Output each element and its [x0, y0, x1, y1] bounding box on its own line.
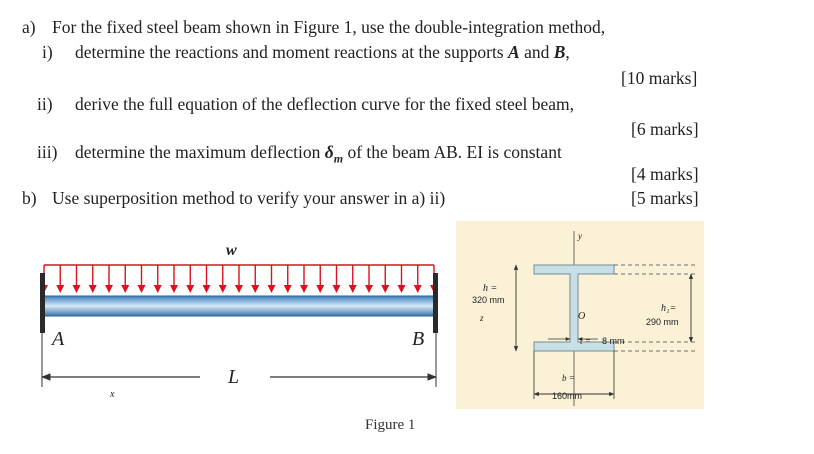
h1-value: 290 mm [646, 317, 679, 327]
load-arrow-head [268, 285, 276, 293]
part-b-text: Use superposition method to verify your answer in a) ii) [52, 188, 446, 208]
load-arrow-head [316, 285, 324, 293]
part-i-label: i) [42, 42, 53, 62]
load-arrow-head [219, 285, 227, 293]
part-a-label: a) [22, 17, 36, 37]
load-arrow-head [300, 285, 308, 293]
distributed-load-arrows [40, 265, 438, 293]
beam-figure [30, 235, 450, 454]
part-iii-text [75, 144, 562, 165]
load-arrow-head [121, 285, 129, 293]
part-iii-text-main: determine the maximum deflection [75, 142, 321, 162]
z-axis-label: z [480, 313, 484, 323]
support-a-label: A [52, 328, 65, 350]
part-b-label: b) [22, 188, 37, 208]
support-b-label: B [412, 328, 425, 350]
load-arrow-head [170, 285, 178, 293]
load-arrow-head [89, 285, 97, 293]
part-iii-label: iii) [37, 142, 58, 162]
beam-body [42, 296, 436, 316]
t-value: 8 mm [602, 336, 625, 346]
part-i-and: and [524, 42, 550, 62]
h-value: 320 mm [472, 295, 505, 305]
load-arrow-head [154, 285, 162, 293]
load-arrow-head [138, 285, 146, 293]
part-i-marks: [10 marks] [621, 68, 698, 88]
y-axis-label: y [578, 231, 582, 241]
load-arrow-head [235, 285, 243, 293]
support-b-ref: B [553, 42, 566, 62]
load-arrow-head [251, 285, 259, 293]
load-arrow-head [186, 285, 194, 293]
part-i-text-main: determine the reactions and moment reactions at the supports [75, 42, 504, 62]
load-arrow-head [73, 285, 81, 293]
part-b-marks: [5 marks] [631, 188, 699, 208]
load-arrow-head [414, 285, 422, 293]
b-value: 160mm [552, 391, 583, 401]
h-label: h = [483, 283, 498, 294]
origin-label: O [578, 311, 586, 322]
h1-label: h₁= [661, 303, 677, 314]
delta-symbol: δ [324, 142, 334, 162]
support-a-ref: A [508, 42, 520, 62]
part-i-comma: , [565, 42, 570, 62]
fixed-support-a [40, 273, 45, 333]
part-ii-label: ii) [37, 94, 53, 114]
load-arrow-head [349, 285, 357, 293]
x-axis-label: x [110, 389, 115, 400]
load-arrow-head [56, 285, 64, 293]
t-label: t = [580, 336, 591, 346]
load-arrow-head [333, 285, 341, 293]
load-label: w [226, 242, 237, 259]
part-iii-text-end: of the beam AB. EI is constant [347, 142, 562, 162]
load-arrow-head [381, 285, 389, 293]
part-ii-marks: [6 marks] [631, 119, 699, 139]
part-iii-marks: [4 marks] [631, 164, 699, 184]
length-label: L [228, 366, 240, 388]
part-a-text: For the fixed steel beam shown in Figure 1, use the double-integration method, [52, 17, 606, 37]
load-arrow-head [284, 285, 292, 293]
load-arrow-head [105, 285, 113, 293]
load-arrow-head [203, 285, 211, 293]
load-arrow-head [365, 285, 373, 293]
fixed-support-b [433, 273, 438, 333]
b-label: b = [562, 373, 575, 383]
part-ii-text: derive the full equation of the deflection curve for the fixed steel beam, [75, 94, 575, 114]
figure-caption: Figure 1 [365, 417, 416, 433]
cross-section-figure [456, 221, 706, 409]
part-i-text [75, 44, 570, 62]
delta-subscript: m [333, 151, 344, 166]
load-arrow-head [398, 285, 406, 293]
